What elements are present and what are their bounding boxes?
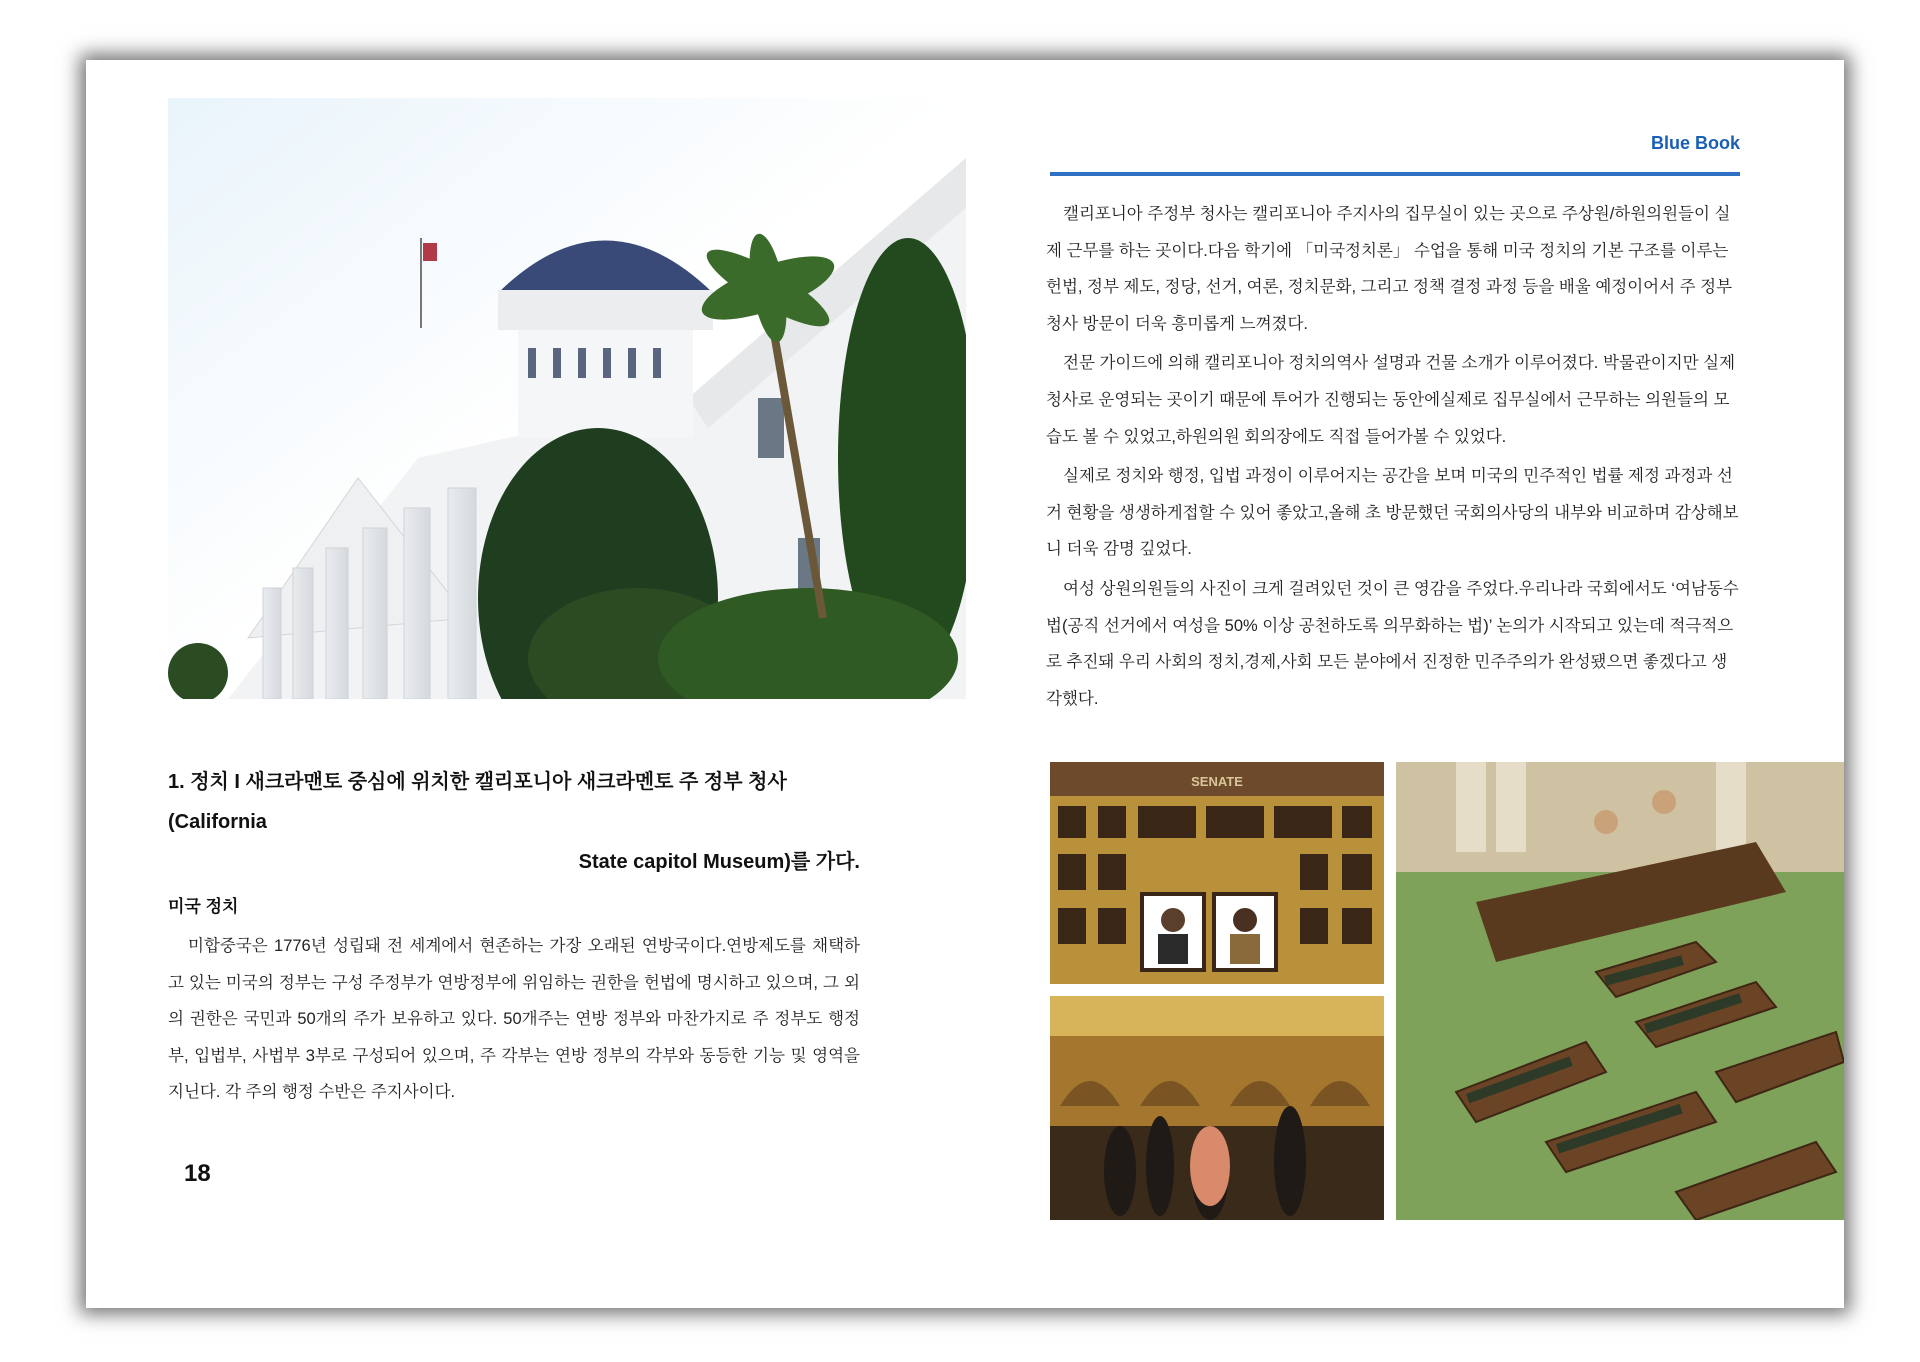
paragraph: 전문 가이드에 의해 캘리포니아 정치의역사 설명과 건물 소개가 이루어졌다. 박물관이지만 실제 청사로 운영되는 곳이기 때문에 투어가 진행되는 동안에실제로 집무실에서 근무하는 의원들의 모습도 볼 수 있었고,하원의원 회의장에도 직접 들어가볼 수 있었다. — [1046, 354, 1736, 446]
senate-portraits-photo — [1050, 762, 1384, 984]
article-title-line1: 1. 정치 I 새크라맨토 중심에 위치한 캘리포니아 새크라멘토 주 정부 청사(California — [168, 771, 787, 833]
brand-label: Blue Book — [1650, 133, 1740, 153]
paragraph: 여성 상원의원들의 사진이 크게 걸려있던 것이 큰 영감을 주었다.우리나라 국회에서도 ‘여남동수법(공직 선거에서 여성을 50% 이상 공천하도록 의무화하는 법)’ 논의가 시작되고 있는데 적극적으로 추진돼 우리 사회의 정치,경제,사회 모든 분야에서 진정한 민주주의가 완성됐으면 좋겠다고 생각했다. — [1046, 579, 1739, 708]
capitol-building-photo — [168, 98, 966, 699]
article-title — [168, 762, 860, 882]
header-divider — [1050, 172, 1740, 176]
left-body-text: 미합중국은 1776년 성립돼 전 세계에서 현존하는 가장 오래된 연방국이다.연방제도를 채택하고 있는 미국의 정부는 구성 주정부가 연방정부에 위임하는 권한을 헌법에 명시하고 있으며, 그 외의 권한은 국민과 50개의 주가 보유하고 있다. 50개주는 연방 정부와 마찬가지로 주 정부도 행정부, 입법부, 사법부 3부로 구성되어 있으며, 주 각부는 연방 정부의 각부와 동등한 기능 및 영역을 지닌다. 각 주의 행정 수반은 주지사이다. — [168, 937, 860, 1101]
paragraph: 실제로 정치와 행정, 입법 과정이 이루어지는 공간을 보며 미국의 민주적인 법률 제정 과정과 선거 현황을 생생하게접할 수 있어 좋았고,올해 초 방문했던 국회의사당의 내부와 비교하며 감상해보니 더욱 감명 깊었다. — [1046, 467, 1739, 559]
right-body-text — [1046, 196, 1740, 720]
page-number: 18 — [184, 1160, 211, 1187]
rotunda-tour-photo — [1050, 996, 1384, 1220]
senate-sign: SENATE — [1191, 774, 1243, 789]
section-subheading: 미국 정치 — [168, 897, 239, 916]
book-spread — [86, 60, 1844, 1308]
paragraph: 캘리포니아 주정부 청사는 캘리포니아 주지사의 집무실이 있는 곳으로 주상원/하원의원들이 실제 근무를 하는 곳이다.다음 학기에 「미국정치론」 수업을 통해 미국 정치의 기본 구조를 이루는 헌법, 정부 제도, 정당, 선거, 여론, 정치문화, 그리고 정책 결정 과정 등을 배울 예정이어서 주 정부청사 방문이 더욱 흥미롭게 느껴졌다. — [1046, 205, 1733, 333]
article-title-line2: State capitol Museum)를 가다. — [578, 851, 860, 873]
assembly-chamber-photo — [1396, 762, 1844, 1220]
